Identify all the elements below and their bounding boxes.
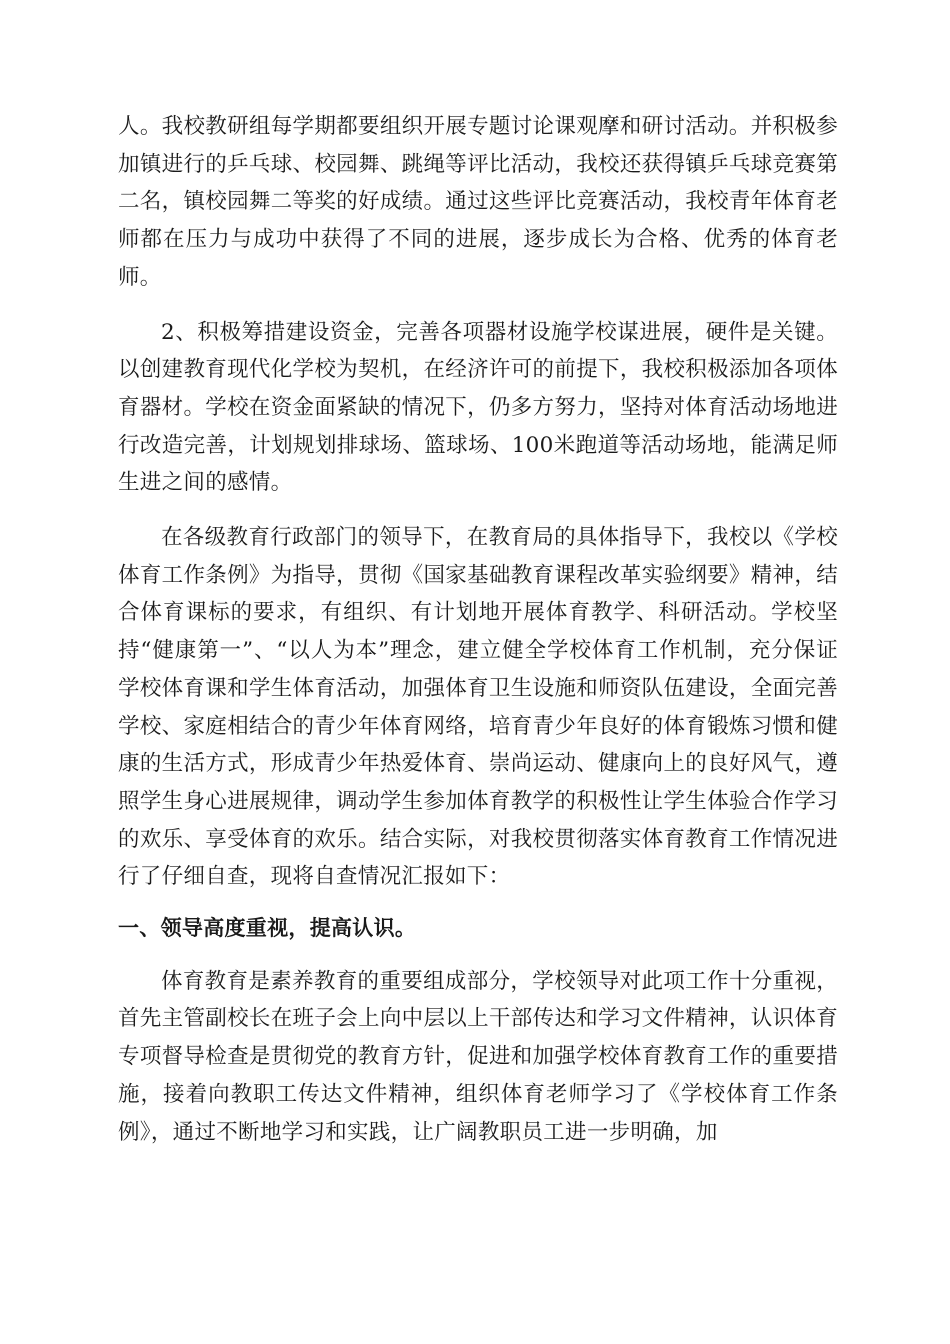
paragraph-continuation: 人。我校教研组每学期都要组织开展专题讨论课观摩和研讨活动。并积极参加镇进行的乒乓球、校园舞、跳绳等评比活动，我校还获得镇乒乓球竞赛第二名，镇校园舞二等奖的好成绩。通过这些评比竞赛活动，我校青年体育老师都在压力与成功中获得了不同的进展，逐步成长为合格、优秀的体育老师。 — [118, 114, 838, 290]
section-heading-leadership: 一、领导高度重视，提高认识。 — [118, 916, 417, 941]
paragraph-guidance: 在各级教育行政部门的领导下，在教育局的具体指导下，我校以《学校体育工作条例》为指导，贯彻《国家基础教育课程改革实验纲要》精神，结合体育课标的要求，有组织、有计划地开展体育教学、科研活动。学校坚持“健康第一”、“以人为本”理念，建立健全学校体育工作机制，充分保证学校体育课和学生体育活动，加强体育卫生设施和师资队伍建设，全面完善学校、家庭相结合的青少年体育网络，培育青少年良好的体育锻炼习惯和健康的生活方式，形成青少年热爱体育、崇尚运动、健康向上的良好风气，遵照学生身心进展规律，调动学生参加体育教学的积极性让学生体验合作学习的欢乐、享受体育的欢乐。结合实际，对我校贯彻落实体育教育工作情况进行了仔细自查，现将自查情况汇报如下： — [118, 525, 838, 890]
paragraph-funding: 2、积极筹措建设资金，完善各项器材设施学校谋进展，硬件是关键。以创建教育现代化学校为契机，在经济许可的前提下，我校积极添加各项体育器材。学校在资金面紧缺的情况下，仍多方努力，坚持对体育活动场地进行改造完善，计划规划排球场、篮球场、100米跑道等活动场地，能满足师生进之间的感情。 — [118, 319, 838, 496]
paragraph-leadership: 体育教育是素养教育的重要组成部分，学校领导对此项工作十分重视，首先主管副校长在班子会上向中层以上干部传达和学习文件精神，认识体育专项督导检查是贯彻党的教育方针，促进和加强学校体育教育工作的重要措施，接着向教职工传达文件精神，组织体育老师学习了《学校体育工作条例》，通过不断地学习和实践，让广阔教职员工进一步明确，加 — [118, 968, 838, 1145]
document-body — [118, 108, 838, 1151]
